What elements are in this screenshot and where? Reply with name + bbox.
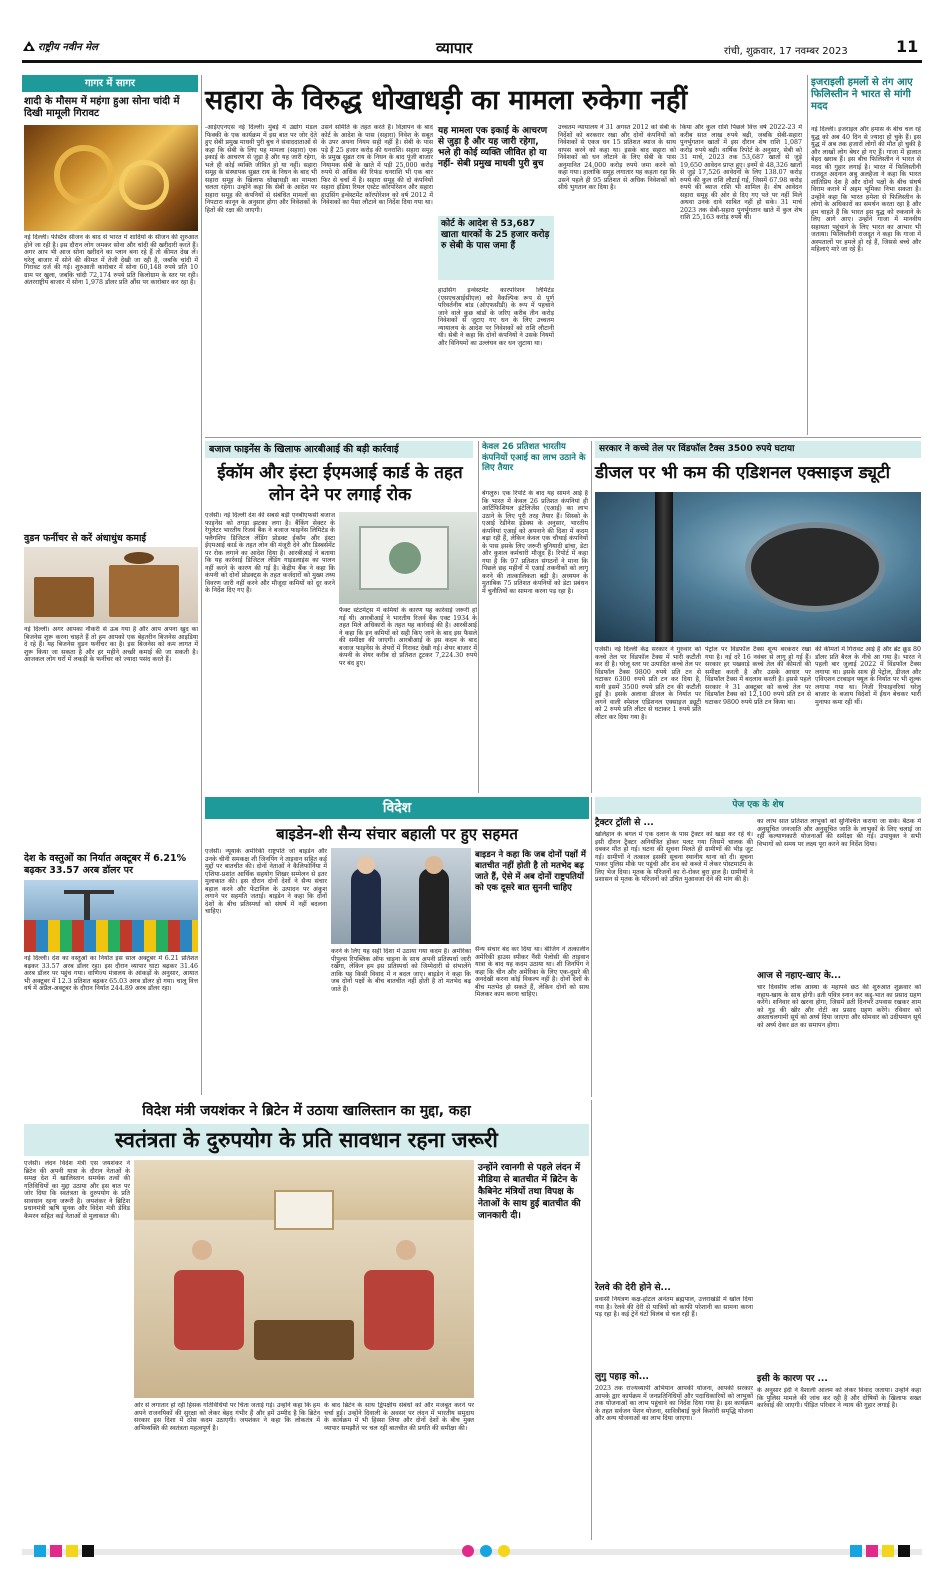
israel-column-divider: [807, 75, 808, 435]
sahara-body-b: उसने समिति के तहत करते हैं। विज्ञापन के बाद कोर्ट के आदेश के पास (सहारा) निवेश के सबूत के उपर अपना नियम सही नहीं है। सेबी के पास पड़े हैं 25 हजार करोड़ की धनराशि। सहारा समूह के प्रमुख सुब्रत राय के निधन के बाद पूंजी बाजार नियामक सेबी के खाते में पड़ी 25,000 करोड़ रुपये से अधिक की रिफंड धनराशि भी एक बार फिर से चर्चा में है। सहारा समूह की दो कंपनियों सहारा इंडिया रियल एस्टेट कॉरपोरेशन और सहारा हाउसिंग इन्वेस्टमेंट कॉरपोरेशन को वर्ष 2012 में निवेशकों का पैसा लौटाने का निर्देश दिया गया था।: [321, 124, 433, 206]
biden-quote: बाइडन ने कहा कि जब दोनों पक्षों में बातचीत नहीं होती है तो मतभेद बढ़ जाते हैं, ऐसे में अब दोनों राष्ट्रपतियों को एक दूसरे बात सुननी चाहिए: [475, 850, 586, 893]
continued-section-band: [595, 797, 921, 814]
exports-headline: देश के वस्तुओं का निर्यात अक्टूबर में 6.21% बढ़कर 33.57 अरब डॉलर पर: [24, 853, 187, 876]
biden-body-a: एजेंसी। न्यूयार्क अमेरिकी राष्ट्रपति जो बाइडेन और उनके चीनी समकक्ष शी जिनपिंग ने ताइवान सहित कई मुद्दों पर बातचीत की। दोनों नेताओं ने कैलिफोर्निया में एशिया-प्रशांत आर्थिक सहयोग शिखर सम्मेलन से इतर मुलाकात की। इस दौरान दोनों देशों ने सैन्य संचार बहाल करने और फेंटानिल के उत्पादन पर अंकुश लगाने पर सहमति जताई। बाइडेन ने कहा कि दोनों देशों के बीच प्रतिस्पर्धा को संघर्ष में नहीं बदलना चाहिए।: [205, 848, 327, 915]
furniture-headline: वुडन फर्नीचर से करें अंधाधुंध कमाई: [24, 533, 147, 544]
ajs-headline: आज से नहाए-खाए के...: [757, 971, 842, 981]
jaishankar-meeting-photo: [134, 1160, 474, 1398]
masthead: [22, 36, 922, 64]
biden-headline: बाइडेन-शी सैन्य संचार बहाली पर हुए सहमत: [276, 825, 518, 843]
edition-dateline: रांची, शुक्रवार, 17 नवम्बर 2023: [724, 46, 848, 57]
rbi-kicker: बजाज फाइनेंस के खिलाफ आरबीआई की बड़ी कार्रवाई: [209, 444, 399, 455]
sahara-body-c: हाउसिंग इन्वेस्टमेंट कारपोरेशन लिमिटेड (एसएचआईसीएल) को वैकल्पिक रूप से पूर्ण परिवर्तनीय बांड (ओएफसीडी) के रूप में पहचाने जाने वाले कुछ बांडों के जरिए करीब तीन करोड़ निवेशकों से जुटाए गए धन के लिए उच्चतम न्यायालय के आदेश पर निवेशकों को राशि लौटानी थी। सेबी ने कहा कि दोनों कंपनियों ने उसके नियमों और विनियमों का उल्लंघन कर धन जुटाया था।: [438, 287, 554, 347]
evening-body: के अनुसार इंदी ने वैशाली आलम को लेकर विवाद जताया। उन्होंने कहा कि पुलिस मामले की जांच कर रही है और दोषियों के खिलाफ सख्त कार्रवाई की जाएगी। पीड़ित परिवार ने न्याय की गुहार लगाई है।: [757, 1387, 921, 1409]
left-column-divider: [201, 75, 202, 1095]
jaishankar-body-c: के बाद ब्रिटेन के साथ द्विपक्षीय संबंधों को और मजबूत करने पर चर्चा हुई। उन्होंने दिवाली के अवसर पर लंदन में भारतीय समुदाय के कार्यक्रम में भी हिस्सा लिया और दोनों देशों के बीच मुक्त व्यापार समझौते पर चल रही बातचीत की प्रगति की समीक्षा की।: [324, 1402, 474, 1432]
jaishankar-quote: उन्होंने रवानगी से पहले लंदन में मीडिया से बातचीत में ब्रिटेन के कैबिनेट मंत्रियों तथा विपक्ष के नेताओं के साथ हुई बातचीत की जानकारी दी।: [478, 1163, 581, 1221]
foreign-section-band: [205, 797, 589, 819]
rbi-kicker-bar: [205, 441, 473, 458]
jaishankar-kicker: विदेश मंत्री जयशंकर ने ब्रिटेन में उठाया खालिस्तान का मुद्दा, कहा: [142, 1103, 471, 1119]
biden-xi-photo: [331, 848, 471, 944]
sahara-body-e: किया और कुल राशि पिछले वित्त वर्ष 2022-23 में करीब सात लाख रुपये बढ़ी, जबकि सेबी-सहारा पुनर्भुगतान खातों में इस दौरान शेष राशि 1,087 करोड़ रुपये बढ़ी। वार्षिक रिपोर्ट के अनुसार, सेबी को 31 मार्च, 2023 तक 53,687 खातों से जुड़े 19,650 आवेदन प्राप्त हुए। इनमें से 48,326 खातों से जुड़े 17,526 आवेदनों के लिए 138.07 करोड़ रुपये की कुल राशि लौटाई गई, जिसमें 67.98 करोड़ रुपये की ब्याज राशि भी शामिल है। शेष आवेदन सहारा समूह की ओर से दिए गए पते पर नहीं मिले अथवा उनके दावे साबित नहीं हो सके। 31 मार्च 2023 तक सेबी-सहारा पुनर्भुगतान खाते में कुल शेष राशि 25,163 करोड़ रुपये थी।: [680, 124, 802, 221]
section-name: व्यापार: [436, 39, 473, 57]
continued-section-title: पेज एक के शेष: [732, 800, 784, 810]
rbi-photo: [339, 512, 477, 604]
jaishankar-headline: स्वतंत्रता के दुरुपयोग के प्रति सावधान रहना जरूरी: [115, 1128, 498, 1152]
oil-barrel-photo: [595, 492, 921, 642]
gold-body: नई दिल्ली। फेस्टिव सीजन के बाद से भारत में शादियों के सीजन की शुरुआत होने जा रही है। इस दौरान लोग जमकर सोना और चांदी की खरीदारी करते हैं। अगर आप भी आज सोना खरीदने का प्लान बना रहे हैं तो कीमत देख लें। घरेलू बाजार में सोने की कीमत में तेजी देखी जा रही है, जबकि चांदी में गिरावट दर्ज की गई। शुरुआती कारोबार में सोना 60,148 रुपये प्रति 10 ग्राम पर खुला, जबकि चांदी 72,174 रुपये प्रति किलोग्राम के स्तर पर रही। अंतरराष्ट्रीय बाजार में सोना 1,978 डॉलर प्रति औंस पर कारोबार कर रहा है।: [24, 234, 198, 286]
registration-yellow: [66, 1545, 78, 1557]
jaishankar-headline-bar: [24, 1124, 589, 1156]
sahara-highlight: कोर्ट के आदेश से 53,687 खाता धारकों के 25 हजार करोड़ रु सेबी के पास जमा हैं: [441, 219, 550, 251]
bottom-continued-divider: [591, 1100, 592, 1540]
jaishankar-body-b: ओर से लगातार हो रही हिंसक गतिविधियों पर चिंता जताई गई। उन्होंने कहा कि हम अपने राजनयिकों की सुरक्षा को लेकर बेहद गंभीर हैं और हमें उम्मीद है कि ब्रिटेन सरकार इस दिशा में ठोस कदम उठाएगी। जयशंकर ने कहा कि लोकतंत्र में अभिव्यक्ति की स्वतंत्रता महत्वपूर्ण है।: [134, 1402, 320, 1432]
newspaper-logo: राष्ट्रीय नवीन मेल: [38, 42, 98, 53]
windfall-body-c: की कीमतों में गिरावट आई है और ब्रेंट क्रूड 80 डॉलर प्रति बैरल के नीचे आ गया है। भारत ने पहली बार जुलाई 2022 में विंडफॉल टैक्स लगाया था। इसके साथ ही पेट्रोल, डीजल और एविएशन टरबाइन फ्यूल के निर्यात पर भी शुल्क लगाया गया था। निजी रिफाइनरियां घरेलू बाजार के बजाय विदेशों में ईंधन बेचकर भारी मुनाफा कमा रही थीं।: [815, 646, 921, 706]
rbi-sidebar-headline: केवल 26 प्रतिशत भारतीय कंपनियों एआई का लाभ उठाने के लिए तैयार: [482, 442, 586, 473]
gold-headline: शादी के मौसम में महंगा हुआ सोना चांदी में दिखी मामूली गिरावट: [24, 96, 180, 119]
registration-black: [82, 1545, 94, 1557]
sahara-body-d: उच्चतम न्यायालय ने 31 अगस्त 2012 को सेबी के निर्देशों को बरकरार रखा और दोनों कंपनियों को निवेशकों से एकत्र धन 15 प्रतिशत ब्याज के साथ वापस करने को कहा था। इसके बाद सहारा को निवेशकों को धन लौटाने के लिए सेबी के पास अनुमानित 24,000 करोड़ रुपये जमा करने को कहा गया। हालांकि समूह लगातार यह कहता रहा कि उसने पहले ही 95 प्रतिशत से अधिक निवेशकों को सीधे भुगतान कर दिया है।: [558, 124, 676, 191]
rbi-sidebar-divider: [478, 441, 479, 793]
windfall-column-divider: [591, 441, 592, 793]
chhath-headline: लुगु पहाड़ को...: [595, 1372, 649, 1382]
tractor-headline: ट्रैक्टर ट्रॉली से ...: [595, 818, 654, 828]
sahara-headline: सहारा के विरुद्ध धोखाधड़ी का मामला रुकेगा नहीं: [205, 85, 688, 116]
exports-body: नई दिल्ली। देश का वस्तुओं का निर्यात इस साल अक्टूबर में 6.21 प्रतिशत बढ़कर 33.57 अरब डॉलर रहा। इस दौरान व्यापार घाटा बढ़कर 31.46 अरब डॉलर पर पहुंच गया। वाणिज्य मंत्रालय के आंकड़ों के अनुसार, आयात भी अक्टूबर में 12.3 प्रतिशत बढ़कर 65.03 अरब डॉलर हो गया। चालू वित्त वर्ष में अप्रैल-अक्टूबर के दौरान निर्यात 244.89 अरब डॉलर रहा।: [24, 955, 198, 992]
railway-body: प्रवासी नियंत्रण कक्ष-होटल अनंतम ब्रह्मपाल, उत्तराखंडी में खोल दिया गया है। रेलवे की देरी से यात्रियों को काफी परेशानी का सामना करना पड़ रहा है। कई ट्रेनें घंटों विलंब से चल रही हैं।: [595, 1296, 753, 1318]
chhath-body: 2023 तक राज्यव्यापी अभियान आपकी योजना, आपकी सरकार आपके द्वार कार्यक्रम में जनप्रतिनिधियों और पदाधिकारियों को लाभुकों तक योजनाओं का लाभ पहुंचाने का निर्देश दिया गया है। इस कार्यक्रम के तहत सर्वजन पेंशन योजना, सावित्रीबाई फुले किशोरी समृद्धि योजना और अन्य योजनाओं का लाभ दिया जाएगा।: [595, 1385, 753, 1422]
sahara-body-a: -आईएएनएस नई दिल्ली। मुंबई में उद्योग मंडल फिक्की के एक कार्यक्रम में इस बात पर जोर देते हुए सेबी प्रमुख माधवी पुरी बुच ने संवाददाताओं से कहा कि सेबी के लिए यह मामला (सहारा) एक इकाई के आचरण से जुड़ा है और यह जारी रहेगा, भले ही कोई व्यक्ति जीवित हो या नहीं। सहारा समूह के संस्थापक सुब्रत राय के निधन के बाद भी सहारा समूह के खिलाफ धोखाधड़ी का मामला चलता रहेगा। उन्होंने कहा कि सेबी के आदेश पर सहारा समूह की कंपनियों से संबंधित मामलों का निपटारा कानून के अनुसार होगा और निवेशकों के हितों की रक्षा की जाएगी।: [205, 124, 317, 214]
windfall-headline: डीजल पर भी कम की एडिशनल एक्साइज ड्यूटी: [595, 463, 891, 483]
rbi-headline: ईकॉम और इंस्टा ईएमआई कार्ड के तहत लोन देने पर लगाई रोक: [217, 463, 463, 505]
evening-headline: इसी के कारण पर ...: [757, 1374, 828, 1384]
section-header-gagar: गागर में सागर: [22, 75, 198, 92]
foreign-section-title: विदेश: [382, 800, 412, 816]
masthead-rule: [22, 60, 922, 63]
furniture-body: नई दिल्ली। अगर आपका नौकरी से ऊब गया है और आप अपना खुद का बिजनेस शुरू करना चाहते हैं तो हम आपको एक बेहतरीन बिजनेस आइडिया दे रहे हैं। यह बिजनेस वुडन फर्नीचर का है। इस बिजनेस को कम लागत में शुरू किया जा सकता है और हर महीने अच्छी कमाई की जा सकती है। आजकल लोग घरों में लकड़ी के फर्नीचर को ज्यादा पसंद करते हैं।: [24, 626, 198, 663]
exports-photo: [24, 880, 198, 952]
biden-body-b: करने के लिए यह सही दिशा में उठाया गया कदम है। अमेरिका पीपुल्स रिपब्लिक ऑफ चाइना के साथ अपनी प्रतिस्पर्धा जारी रखेगा, लेकिन हम इस प्रतिस्पर्धा को जिम्मेदारी से संभालेंगे ताकि यह किसी विवाद में न बदल जाए। बाइडेन ने कहा कि जब दोनों पक्षों के बीच बातचीत नहीं होती है तो मतभेद बढ़ जाते हैं।: [331, 948, 471, 993]
registration-magenta: [50, 1545, 62, 1557]
sahara-highlight-box: [438, 216, 554, 280]
israel-headline: इजराइली हमलों से तंग आए फिलिस्तीन ने भारत से मांगी मदद: [811, 77, 913, 112]
page-number: 11: [896, 37, 919, 56]
sahara-quote: यह मामला एक इकाई के आचरण से जुड़ा है और यह जारी रहेगा, भले ही कोई व्यक्ति जीवित हो या नहीं- सेबी प्रमुख माधवी पुरी बुच: [438, 126, 548, 169]
newspaper-logo-icon: [22, 38, 36, 52]
registration-mark-icon: [480, 1545, 492, 1557]
continued-column-divider: [591, 797, 592, 1097]
ranchi-body: का लाभ सात प्रतिशत लाभुकों को सुनिश्चित कराया जा सके। बैठक में अनुसूचित जनजाति और अनुसूचित जाति के लाभुकों के लिए चलाई जा रही कल्याणकारी योजनाओं की समीक्षा की गई। उपायुक्त ने सभी विभागों को समय पर लक्ष्य पूरा करने का निर्देश दिया।: [757, 818, 921, 848]
rbi-body-a: एजेंसी। नई दिल्ली देश की सबसे बड़ी एनबीएफसी बजाज फाइनेंस को तगड़ा झटका लगा है। बैंकिंग सेक्टर के रेगुलेटर भारतीय रिजर्व बैंक ने बजाज फाइनेंस लिमिटेड के फ्लैगशिप डिजिटल लेंडिंग प्रोडक्ट ईकॉम और इंस्टा ईएमआई कार्ड के तहत लोन की मंजूरी देने और डिस्बर्समेंट पर रोक लगाने का आदेश दिया है। आरबीआई ने बताया कि यह कार्रवाई डिजिटल लेंडिंग गाइडलाइंस का पालन नहीं करने के कारण की गई है। केंद्रीय बैंक ने कहा कि कंपनी को दोनों प्रोडक्ट्स के तहत कर्जदारों को मुख्य तथ्य विवरण जारी नहीं करने और मौजूदा कमियों को दूर करने के निर्देश दिए गए हैं।: [205, 512, 335, 594]
furniture-photo: [24, 547, 198, 623]
railway-headline: रेलवे की देरी होने से...: [595, 1283, 671, 1293]
registration-cyan: [34, 1545, 46, 1557]
jaishankar-body-a: एजेंसी। लंदन विदेश मंत्री एस जयशंकर ने ब्रिटेन की अपनी यात्रा के दौरान नेताओं के समक्ष देश में खालिस्तान समर्थक तत्वों की गतिविधियों का मुद्दा उठाया और इस बात पर जोर दिया कि स्वतंत्रता के दुरुपयोग के प्रति सावधान रहना जरूरी है। जयशंकर ने ब्रिटिश प्रधानमंत्री ऋषि सुनक और विदेश मंत्री डेविड कैमरन सहित कई नेताओं से मुलाकात की।: [24, 1160, 130, 1220]
windfall-body-a: एजेंसी। नई दिल्ली केंद्र सरकार ने गुरुवार को कच्चे तेल पर विंडफॉल टैक्स में भारी कटौती कर दी है। घरेलू स्तर पर उत्पादित कच्चे तेल पर विंडफॉल टैक्स 9800 रुपये प्रति टन से घटाकर 6300 रुपये प्रति टन कर दिया है, यानी इसमें 3500 रुपये प्रति टन की कटौती हुई है। इसके अलावा डीजल के निर्यात पर लगने वाली स्पेशल एडिशनल एक्साइज ड्यूटी को 2 रुपये प्रति लीटर से घटाकर 1 रुपये प्रति लीटर कर दिया गया है।: [595, 646, 701, 721]
windfall-kicker-bar: [595, 441, 921, 458]
rbi-body-b: फैक्ट स्टेटमेंट्स में कमियों के कारण यह कार्रवाई जरूरी हो गई थी। आरबीआई ने भारतीय रिजर्व बैंक एक्ट 1934 के तहत मिले अधिकारों के तहत यह कार्रवाई की है। आरबीआई ने कहा कि इन कमियों को सही किए जाने के बाद इस फैसले की समीक्षा की जाएगी। आरबीआई के इस कदम के बाद बजाज फाइनेंस के शेयरों में गिरावट देखी गई। शेयर बाजार में कंपनी के शेयर करीब दो प्रतिशत टूटकर 7,224.30 रुपये पर बंद हुए।: [339, 607, 477, 667]
tractor-body: खलिहान के बगल में एक दलान के पास ट्रैक्टर को खड़ा कर रहे थे। इसी दौरान ट्रैक्टर अनियंत्रित होकर पलट गया जिसमें चालक की दबकर मौत हो गई। घटना की सूचना मिलते ही ग्रामीणों की भीड़ जुट गई। ग्रामीणों ने तत्काल इसकी सूचना स्थानीय थाना को दी। सूचना पाकर पुलिस मौके पर पहुंची और शव को कब्जे में लेकर पोस्टमार्टम के लिए भेज दिया। मृतक के परिजनों का रो-रोकर बुरा हाल है। ग्रामीणों ने प्रशासन से मृतक के परिजनों को उचित मुआवजा देने की मांग की है।: [595, 831, 753, 883]
registration-bar: [22, 1545, 922, 1559]
windfall-body-b: पेट्रोल पर विंडफॉल टैक्स शून्य बरकरार रखा गया है। नई दरें 16 नवंबर से लागू हो गई हैं। सरकार हर पखवाड़े कच्चे तेल की कीमतों की समीक्षा करती है और उसके आधार पर विंडफॉल टैक्स में बदलाव करती है। इससे पहले सरकार ने 31 अक्टूबर को कच्चे तेल पर विंडफॉल टैक्स को 12,100 रुपये प्रति टन से घटाकर 9800 रुपये प्रति टन किया था।: [705, 646, 811, 706]
biden-body-c: सैन्य संचार बंद कर दिया था। बीजिंग ने तत्कालीन अमेरिकी हाउस स्पीकर नैंसी पेलोसी की ताइवान यात्रा के बाद यह कदम उठाया था। शी जिनपिंग ने कहा कि चीन और अमेरिका के लिए एक-दूसरे की अनदेखी करना कोई विकल्प नहीं है। दोनों देशों के बीच मतभेद हो सकते हैं, लेकिन दोनों को साथ मिलकर काम करना चाहिए।: [475, 946, 589, 998]
registration-mark-icon: [462, 1545, 474, 1557]
sahara-bottom-rule: [205, 437, 921, 438]
israel-body: नई दिल्ली। इजराइल और हमास के बीच चल रहे युद्ध को अब 40 दिन से ज्यादा हो चुके हैं। इस युद्ध में अब तक हजारों लोगों की मौत हो चुकी है और लाखों लोग बेघर हो गए हैं। गाजा में हालात बेहद खराब हैं। इस बीच फिलिस्तीन ने भारत से मदद की गुहार लगाई है। भारत में फिलिस्तीनी राजदूत अदनान अबु अलहैजा ने कहा कि भारत शांतिप्रिय देश है और दोनों पक्षों के बीच संघर्ष विराम कराने में अहम भूमिका निभा सकता है। उन्होंने कहा कि भारत हमेशा से फिलिस्तीन के लोगों के अधिकारों का समर्थन करता रहा है और हम चाहते हैं कि भारत इस युद्ध को रुकवाने के लिए आगे आए। उन्होंने गाजा में मानवीय सहायता पहुंचाने के लिए भारत का आभार भी जताया। फिलिस्तीनी राजदूत ने कहा कि गाजा में अस्पतालों पर हमले हो रहे हैं, जिससे बच्चे और महिलाएं मारे जा रहे हैं।: [811, 126, 921, 253]
registration-mark-icon: [498, 1545, 510, 1557]
ajs-body: चार दिवसीय लोक आस्था के महापर्व छठ की शुरुआत शुक्रवार को नहाय-खाय के साथ होगी। व्रती पवित्र स्नान कर कद्दू-भात का प्रसाद ग्रहण करेंगे। शनिवार को खरना होगा, जिसमें व्रती दिनभर उपवास रखकर शाम को गुड़ की खीर और रोटी का प्रसाद ग्रहण करेंगे। रविवार को अस्ताचलगामी सूर्य को अर्घ्य दिया जाएगा और सोमवार को उदीयमान सूर्य को अर्घ्य देकर व्रत का समापन होगा।: [757, 984, 921, 1029]
gold-photo: [24, 125, 198, 231]
rbi-sidebar-body: बेंगलुरु। एक रिपोर्ट के बाद यह सामने आई है कि भारत में केवल 26 प्रतिशत कंपनियां ही आर्टिफिशियल इंटेलिजेंस (एआई) का लाभ उठाने के लिए पूरी तरह तैयार हैं। सिस्को के एआई रेडीनेस इंडेक्स के अनुसार, भारतीय कंपनियां एआई को अपनाने की दिशा में कदम बढ़ा रही हैं, लेकिन केवल एक चौथाई कंपनियों के पास इसके लिए जरूरी बुनियादी ढांचा, डेटा और कुशल कर्मचारी मौजूद हैं। रिपोर्ट में कहा गया है कि 97 प्रतिशत संगठनों ने माना कि पिछले छह महीनों में एआई तकनीकों को लागू करने की तात्कालिकता बढ़ी है। अध्ययन के मुताबिक 75 प्रतिशत कंपनियों को डेटा प्रबंधन में चुनौतियों का सामना करना पड़ रहा है।: [482, 490, 588, 595]
windfall-kicker: सरकार ने कच्चे तेल पर विंडफॉल टैक्स 3500 रुपये घटाया: [599, 444, 795, 454]
